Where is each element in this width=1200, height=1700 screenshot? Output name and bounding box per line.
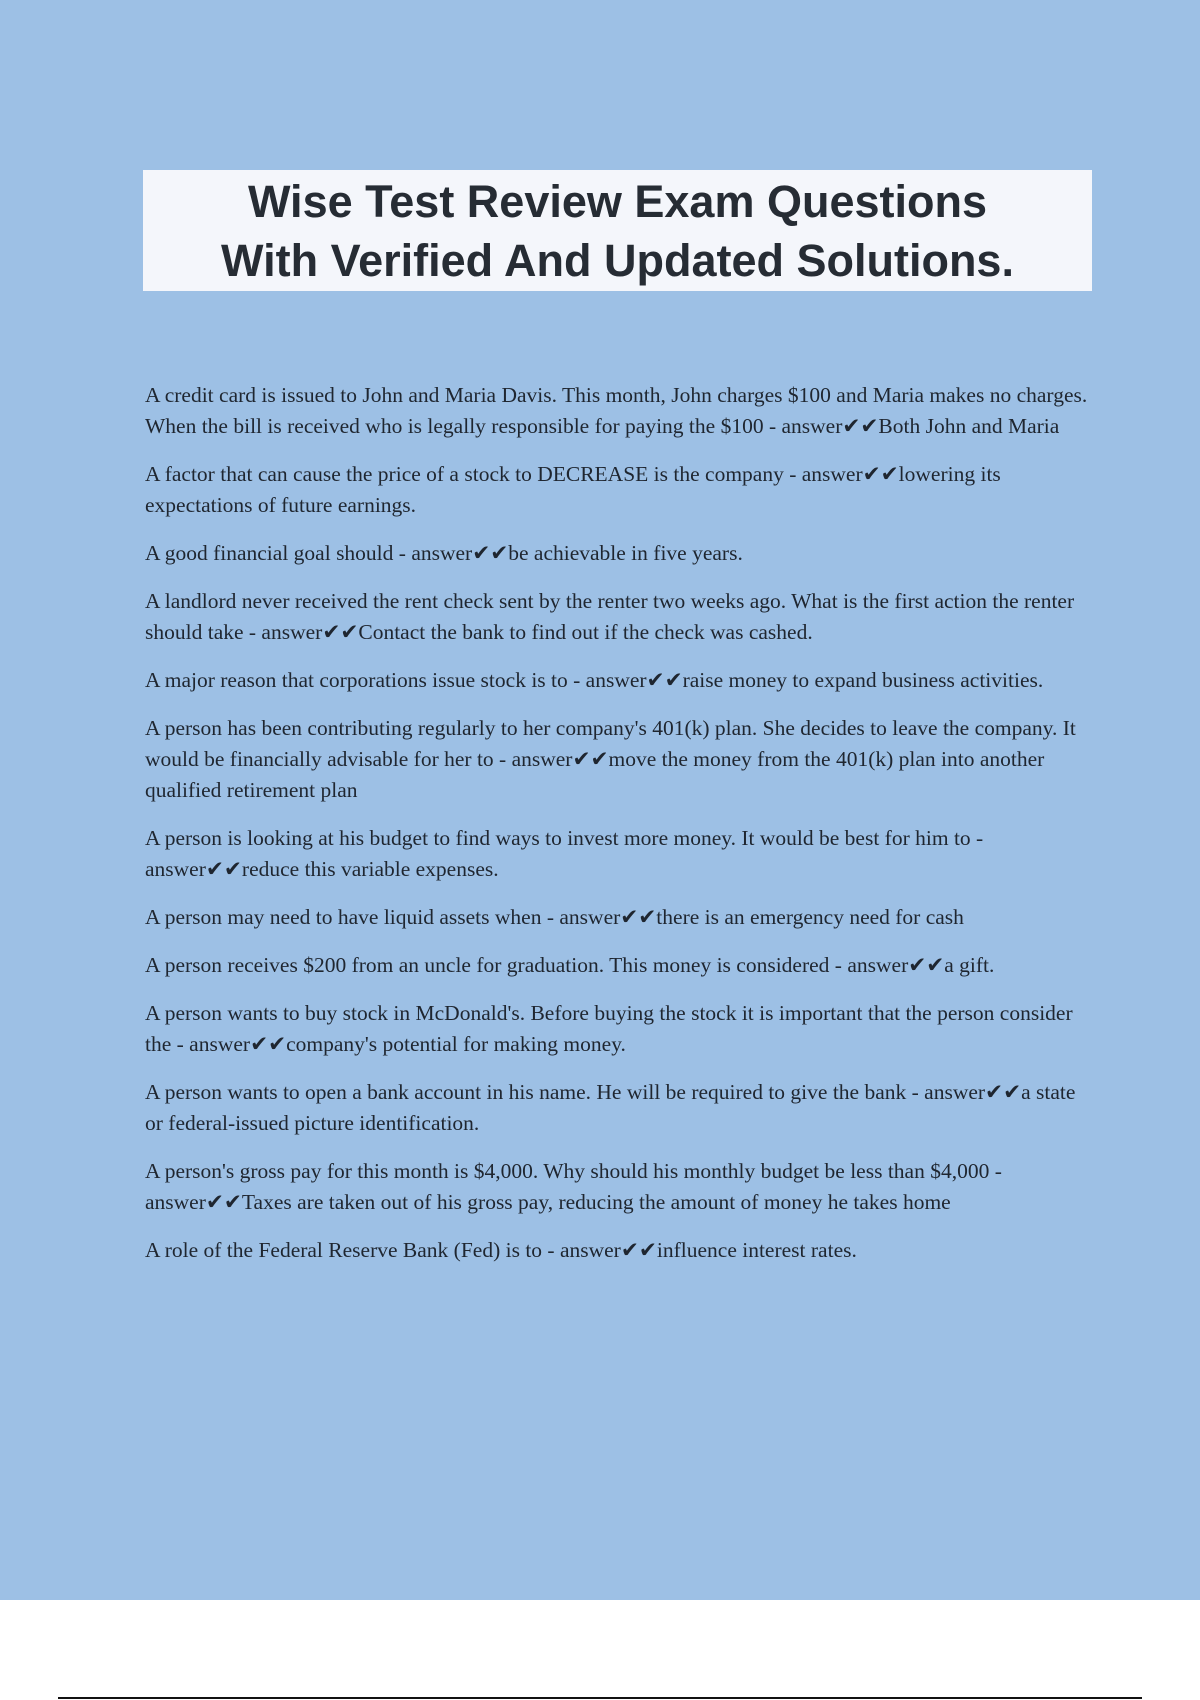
- qa-item-10: A person wants to buy stock in McDonald's. Before buying the stock it is important that the person consider the - answer✔✔company's potential for making money.: [145, 1001, 1073, 1056]
- qa-item-8: A person may need to have liquid assets when - answer✔✔there is an emergency need for cash: [145, 905, 964, 929]
- qa-item-7: A person is looking at his budget to find ways to invest more money. It would be best for him to - answer✔✔reduce this variable expenses.: [145, 826, 984, 881]
- qa-item-11: A person wants to open a bank account in his name. He will be required to give the bank - answer✔✔a state or federal-issued picture identification.: [145, 1080, 1076, 1135]
- qa-item-12: A person's gross pay for this month is $4,000. Why should his monthly budget be less than $4,000 - answer✔✔Taxes are taken out of his gross pay, reducing the amount of money he takes home: [145, 1159, 1002, 1214]
- page-title-line-1: Wise Test Review Exam Questions: [247, 175, 988, 227]
- qa-list: [145, 380, 1090, 1283]
- qa-item-13: A role of the Federal Reserve Bank (Fed) is to - answer✔✔influence interest rates.: [145, 1238, 857, 1262]
- qa-item-2: A factor that can cause the price of a stock to DECREASE is the company - answer✔✔lowering its expectations of future earnings.: [145, 462, 1001, 517]
- footer-divider: [58, 1697, 1142, 1699]
- qa-item-9: A person receives $200 from an uncle for graduation. This money is considered - answer✔✔a gift.: [145, 953, 995, 977]
- qa-item-5: A major reason that corporations issue stock is to - answer✔✔raise money to expand business activities.: [145, 668, 1044, 692]
- qa-item-1: A credit card is issued to John and Maria Davis. This month, John charges $100 and Maria makes no charges. When the bill is received who is legally responsible for paying the $100 - answer✔✔Both John and Maria: [145, 383, 1088, 438]
- page-title-line-2: With Verified And Updated Solutions.: [221, 234, 1014, 286]
- qa-item-6: A person has been contributing regularly to her company's 401(k) plan. She decides to leave the company. It would be financially advisable for her to - answer✔✔move the money from the 401(k) plan into another qualified retirement plan: [145, 716, 1076, 802]
- qa-item-4: A landlord never received the rent check sent by the renter two weeks ago. What is the first action the renter should take - answer✔✔Contact the bank to find out if the check was cashed.: [145, 589, 1075, 644]
- qa-item-3: A good financial goal should - answer✔✔be achievable in five years.: [145, 541, 743, 565]
- title-box: [143, 170, 1092, 291]
